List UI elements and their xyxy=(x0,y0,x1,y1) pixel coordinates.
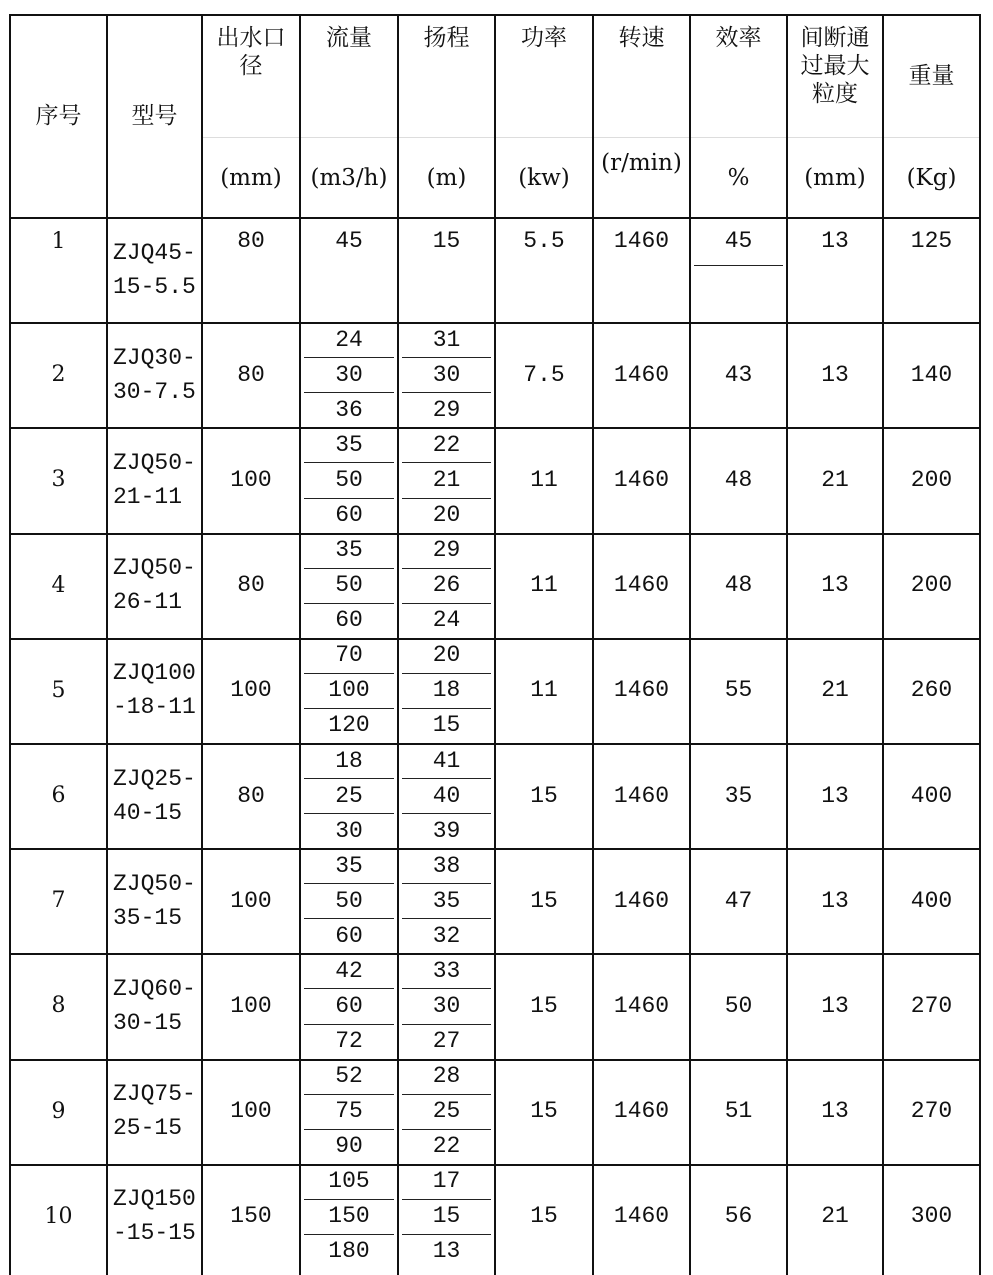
row-8-head-2: 30 xyxy=(432,992,461,1019)
sub-row-divider xyxy=(304,1199,394,1200)
row-6-flow-1: 18 xyxy=(335,747,363,774)
row-8-eff: 50 xyxy=(724,992,753,1019)
row-10-speed: 1460 xyxy=(613,1203,670,1230)
row-5-flow-2: 100 xyxy=(328,677,370,704)
pump-spec-table xyxy=(10,14,980,1265)
column-divider xyxy=(786,14,788,1275)
column-divider xyxy=(299,14,301,1275)
row-7-outlet: 100 xyxy=(230,887,272,914)
sub-row-divider xyxy=(402,1199,491,1200)
row-9-weight: 270 xyxy=(910,1098,953,1125)
row-10-weight: 300 xyxy=(910,1203,953,1230)
row-6-outlet: 80 xyxy=(237,782,265,809)
row-9-flow-2: 75 xyxy=(335,1098,363,1125)
row-9-particle: 13 xyxy=(821,1098,849,1125)
row-1-weight: 125 xyxy=(910,228,953,254)
row-2-speed: 1460 xyxy=(613,361,670,388)
row-4-flow-3: 60 xyxy=(335,607,363,634)
row-3-speed: 1460 xyxy=(613,466,670,493)
row-7-flow-1: 35 xyxy=(335,852,363,879)
sub-row-divider xyxy=(304,498,394,499)
row-10-flow-3: 180 xyxy=(328,1238,370,1265)
row-9-head-3: 22 xyxy=(432,1133,461,1160)
row-10-particle: 21 xyxy=(821,1203,849,1230)
row-10-no: 10 xyxy=(44,1203,73,1229)
unit-eff: % xyxy=(727,165,750,191)
row-3-head-2: 21 xyxy=(432,466,461,493)
unit-particle: (mm) xyxy=(804,165,866,191)
sub-row-divider xyxy=(304,813,394,814)
row-7-no: 7 xyxy=(51,888,66,914)
row-6-model: ZJQ25-40-15 xyxy=(113,765,196,826)
row-6-head-1: 41 xyxy=(432,747,461,774)
row-8-flow-3: 72 xyxy=(335,1028,363,1055)
row-5-eff: 55 xyxy=(724,677,753,704)
row-5-particle: 21 xyxy=(821,677,849,704)
sub-row-divider xyxy=(402,778,491,779)
row-5-head-2: 18 xyxy=(432,677,461,704)
sub-row-divider xyxy=(304,357,394,358)
row-6-head-2: 40 xyxy=(432,782,461,809)
row-3-particle: 21 xyxy=(821,466,849,493)
row-7-weight: 400 xyxy=(910,887,953,914)
row-10-eff: 56 xyxy=(724,1203,753,1230)
row-2-model: ZJQ30-30-7.5 xyxy=(113,344,196,405)
row-2-eff: 43 xyxy=(724,361,753,388)
row-9-model: ZJQ75-25-15 xyxy=(113,1081,196,1142)
unit-flow: (m3/h) xyxy=(310,165,388,191)
sub-row-divider xyxy=(402,1234,491,1235)
column-divider xyxy=(397,14,399,1275)
row-2-head-2: 30 xyxy=(432,361,461,388)
row-4-head-3: 24 xyxy=(432,607,461,634)
sub-row-divider xyxy=(304,778,394,779)
unit-head: (m) xyxy=(426,165,467,191)
row-7-power: 15 xyxy=(530,887,558,914)
sub-row-divider xyxy=(402,603,491,604)
sub-row-divider xyxy=(402,813,491,814)
row-9-flow-1: 52 xyxy=(335,1063,363,1090)
header-head: 扬程 xyxy=(423,25,470,51)
row-10-outlet: 150 xyxy=(230,1203,272,1230)
header-model: 型号 xyxy=(131,102,178,129)
row-2-outlet: 80 xyxy=(237,361,265,388)
header-particle: 间断通过最大粒度 xyxy=(800,25,870,107)
sub-row-divider xyxy=(402,708,491,709)
sub-row-divider xyxy=(402,1024,491,1025)
sub-row-divider xyxy=(402,918,491,919)
row-10-model: ZJQ150-15-15 xyxy=(113,1186,196,1247)
row-1-particle: 13 xyxy=(821,228,849,254)
sub-row-divider xyxy=(304,392,394,393)
row-4-speed: 1460 xyxy=(613,572,670,599)
sub-row-divider xyxy=(304,883,394,884)
sub-row-divider xyxy=(304,918,394,919)
row-2-flow-3: 36 xyxy=(335,396,363,423)
row-5-outlet: 100 xyxy=(230,677,272,704)
row-4-head-1: 29 xyxy=(432,537,461,564)
row-8-head-1: 33 xyxy=(432,957,461,984)
row-4-particle: 13 xyxy=(821,572,849,599)
sub-row-divider xyxy=(304,1024,394,1025)
unit-speed: (r/min) xyxy=(601,150,682,176)
row-9-flow-3: 90 xyxy=(335,1133,363,1160)
row-10-head-3: 13 xyxy=(432,1238,461,1265)
header-flow: 流量 xyxy=(326,25,372,51)
row-2-head-1: 31 xyxy=(432,326,461,353)
row-7-particle: 13 xyxy=(821,887,849,914)
row-5-flow-3: 120 xyxy=(328,712,370,739)
row-4-model: ZJQ50-26-11 xyxy=(113,555,196,616)
row-2-flow-1: 24 xyxy=(335,326,363,353)
row-3-no: 3 xyxy=(51,467,66,493)
row-6-flow-2: 25 xyxy=(335,782,363,809)
row-7-model: ZJQ50-35-15 xyxy=(113,870,196,931)
row-7-head-3: 32 xyxy=(432,922,461,949)
row-1-flow: 45 xyxy=(335,228,363,254)
row-10-head-2: 15 xyxy=(432,1203,461,1230)
row-9-head-2: 25 xyxy=(432,1098,461,1125)
row-5-speed: 1460 xyxy=(613,677,670,704)
row-2-particle: 13 xyxy=(821,361,849,388)
header-weight: 重量 xyxy=(908,62,955,89)
table-left-border xyxy=(9,14,11,1275)
row-1-speed: 1460 xyxy=(613,228,670,254)
sub-row-divider xyxy=(304,708,394,709)
row-3-flow-1: 35 xyxy=(335,431,363,458)
row-8-speed: 1460 xyxy=(613,992,670,1019)
sub-row-divider xyxy=(304,568,394,569)
sub-row-divider xyxy=(304,1094,394,1095)
unit-weight: (Kg) xyxy=(906,165,957,191)
header-power: 功率 xyxy=(521,25,567,51)
header-no: 序号 xyxy=(35,102,82,129)
row-1-head: 15 xyxy=(432,228,461,254)
row-4-no: 4 xyxy=(51,572,66,598)
sub-row-divider xyxy=(402,988,491,989)
row-4-eff: 48 xyxy=(724,572,753,599)
row-8-particle: 13 xyxy=(821,992,849,1019)
row-2-power: 7.5 xyxy=(523,361,565,388)
sub-row-divider xyxy=(402,392,491,393)
row-7-head-1: 38 xyxy=(432,852,461,879)
unit-power: (kw) xyxy=(518,165,570,191)
row-7-eff: 47 xyxy=(724,887,753,914)
row-3-model: ZJQ50-21-11 xyxy=(113,449,196,510)
row-8-flow-1: 42 xyxy=(335,957,363,984)
unit-outlet: (mm) xyxy=(220,165,282,191)
sub-row-divider xyxy=(402,568,491,569)
row-5-flow-1: 70 xyxy=(335,642,363,669)
row-9-no: 9 xyxy=(51,1098,66,1124)
row-1-model: ZJQ45-15-5.5 xyxy=(113,239,196,300)
row-1-power: 5.5 xyxy=(523,228,565,254)
column-divider xyxy=(106,14,108,1275)
row-5-model: ZJQ100-18-11 xyxy=(113,660,196,721)
column-divider xyxy=(689,14,691,1275)
row-2-flow-2: 30 xyxy=(335,361,363,388)
row-9-speed: 1460 xyxy=(613,1098,670,1125)
sub-row-divider xyxy=(402,883,491,884)
row-6-power: 15 xyxy=(530,782,558,809)
row-6-flow-3: 30 xyxy=(335,817,363,844)
row-8-model: ZJQ60-30-15 xyxy=(113,975,196,1036)
row-3-weight: 200 xyxy=(910,466,953,493)
row-9-head-1: 28 xyxy=(432,1063,461,1090)
row-3-flow-3: 60 xyxy=(335,502,363,529)
row-6-weight: 400 xyxy=(910,782,953,809)
row-6-no: 6 xyxy=(51,783,66,809)
row-10-flow-1: 105 xyxy=(328,1168,370,1195)
header-eff: 效率 xyxy=(715,25,762,51)
column-divider xyxy=(882,14,884,1275)
column-divider xyxy=(592,14,594,1275)
row-10-head-1: 17 xyxy=(432,1168,461,1195)
row-6-head-3: 39 xyxy=(432,817,461,844)
header-unit-divider xyxy=(202,137,980,138)
row-5-head-1: 20 xyxy=(432,642,461,669)
sub-row-divider xyxy=(402,357,491,358)
row-10-power: 15 xyxy=(530,1203,558,1230)
row-9-eff: 51 xyxy=(724,1098,753,1125)
row-8-flow-2: 60 xyxy=(335,992,363,1019)
sub-row-divider xyxy=(304,1234,394,1235)
sub-row-divider xyxy=(402,1094,491,1095)
row-3-flow-2: 50 xyxy=(335,466,363,493)
row-3-outlet: 100 xyxy=(230,466,272,493)
sub-row-divider xyxy=(304,673,394,674)
row-9-power: 15 xyxy=(530,1098,558,1125)
row-8-no: 8 xyxy=(51,993,66,1019)
row-7-flow-3: 60 xyxy=(335,922,363,949)
row-5-head-3: 15 xyxy=(432,712,461,739)
row-8-weight: 270 xyxy=(910,992,953,1019)
header-speed: 转速 xyxy=(618,25,665,51)
row-4-head-2: 26 xyxy=(432,572,461,599)
row-6-speed: 1460 xyxy=(613,782,670,809)
sub-row-divider xyxy=(304,603,394,604)
row-1-no: 1 xyxy=(51,228,66,254)
row-8-power: 15 xyxy=(530,992,558,1019)
sub-row-divider xyxy=(402,673,491,674)
row-7-head-2: 35 xyxy=(432,887,461,914)
sub-row-divider xyxy=(304,1129,394,1130)
row-7-flow-2: 50 xyxy=(335,887,363,914)
row-4-power: 11 xyxy=(530,572,558,599)
row-4-weight: 200 xyxy=(910,572,953,599)
row-4-outlet: 80 xyxy=(237,572,265,599)
row-2-weight: 140 xyxy=(910,361,953,388)
sub-row-divider xyxy=(402,1129,491,1130)
sub-row-divider xyxy=(304,462,394,463)
column-divider xyxy=(494,14,496,1275)
row-10-flow-2: 150 xyxy=(328,1203,370,1230)
row-2-head-3: 29 xyxy=(432,396,461,423)
row-5-no: 5 xyxy=(51,677,66,703)
row-6-eff: 35 xyxy=(724,782,753,809)
sub-row-divider xyxy=(304,988,394,989)
sub-row-divider xyxy=(402,462,491,463)
row-7-speed: 1460 xyxy=(613,887,670,914)
row-4-flow-2: 50 xyxy=(335,572,363,599)
header-outlet: 出水口径 xyxy=(216,25,286,79)
row-4-flow-1: 35 xyxy=(335,537,363,564)
row-3-head-3: 20 xyxy=(432,502,461,529)
sub-row-divider xyxy=(402,498,491,499)
row-2-no: 2 xyxy=(51,362,66,388)
column-divider xyxy=(201,14,203,1275)
row-5-power: 11 xyxy=(530,677,558,704)
row-3-eff: 48 xyxy=(724,466,753,493)
row-8-head-3: 27 xyxy=(432,1028,461,1055)
row-3-head-1: 22 xyxy=(432,431,461,458)
table-right-border xyxy=(979,14,981,1275)
row-6-particle: 13 xyxy=(821,782,849,809)
row-3-power: 11 xyxy=(530,466,558,493)
row-9-outlet: 100 xyxy=(230,1098,272,1125)
row-5-weight: 260 xyxy=(910,677,953,704)
eff-sub-divider xyxy=(694,265,783,266)
row-1-eff: 45 xyxy=(724,228,753,254)
row-1-outlet: 80 xyxy=(237,228,265,254)
row-8-outlet: 100 xyxy=(230,992,272,1019)
